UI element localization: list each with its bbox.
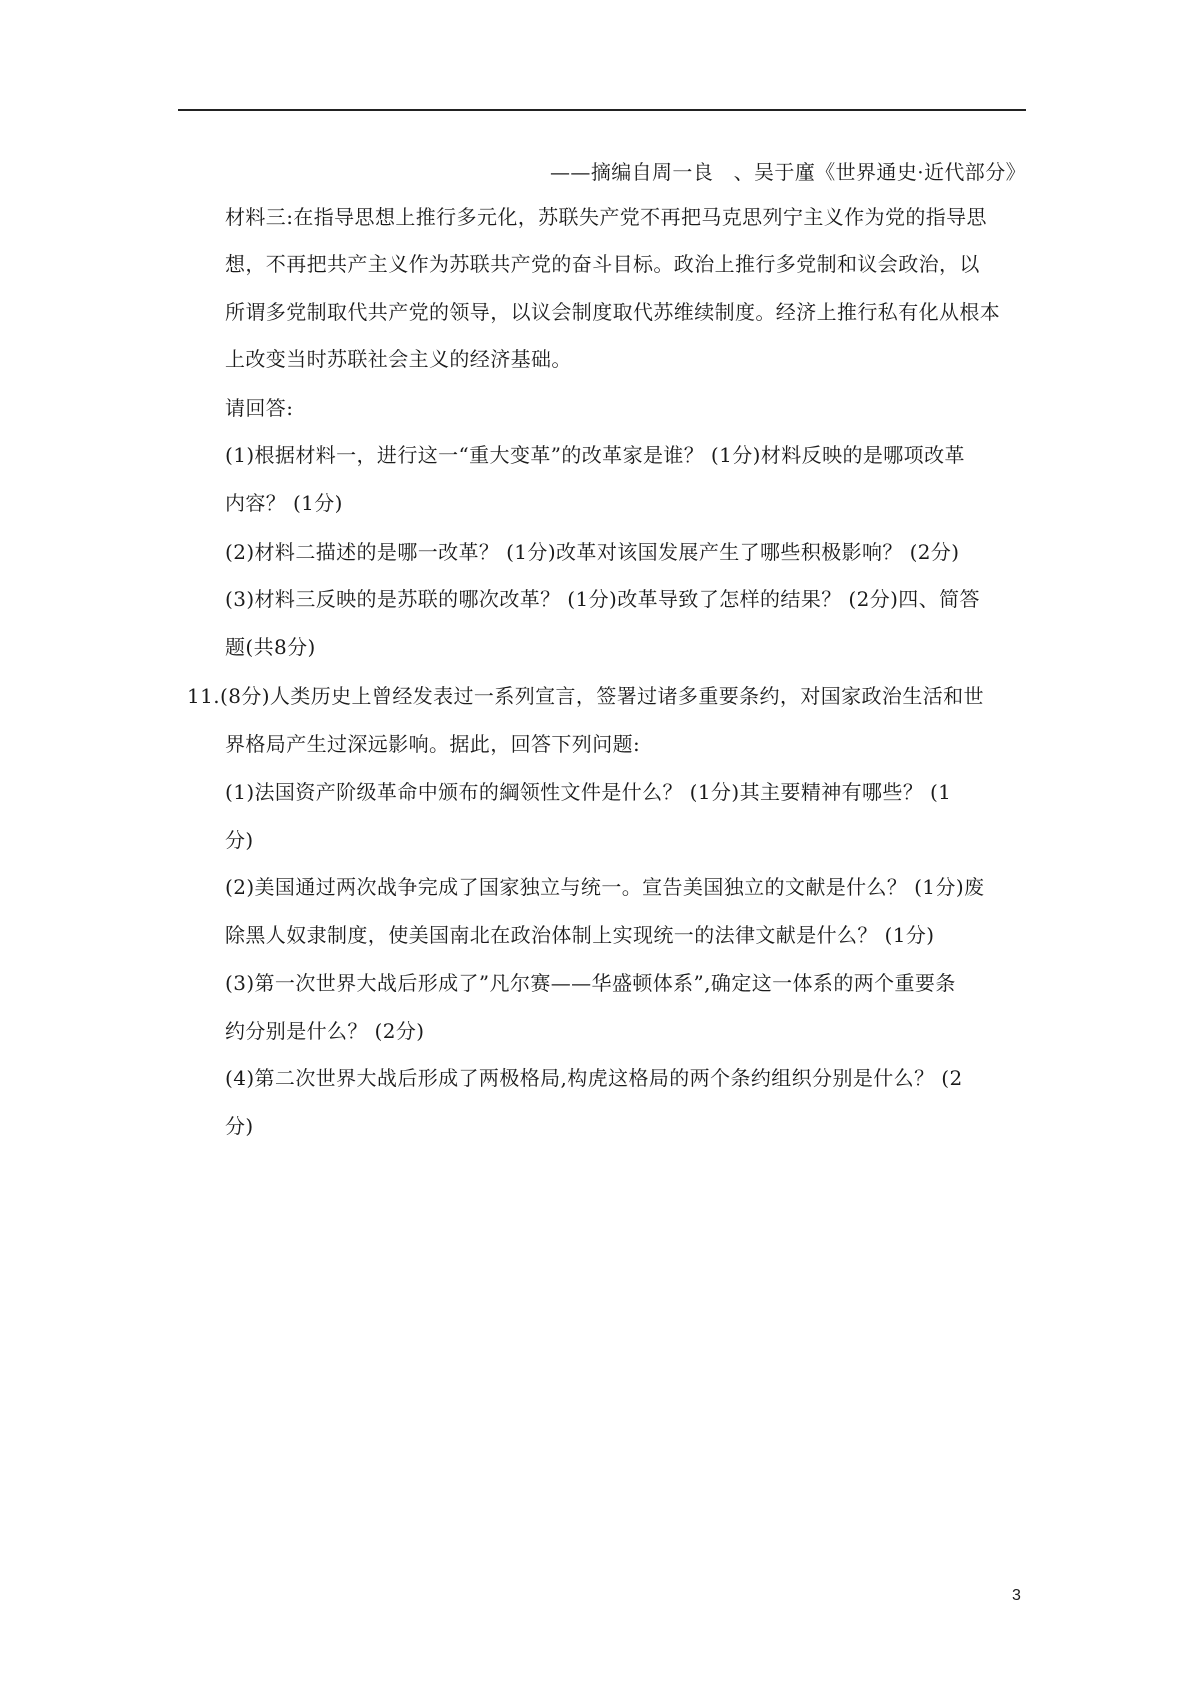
q11-sub3-line-1: (3)第一次世界大战后形成了”凡尔赛——华盛顿体系”,确定这一体系的两个重要条 xyxy=(225,971,956,995)
q11-sub1-line-1: (1)法国资产阶级革命中颁布的綱领性文件是什么？ (1分)其主要精神有哪些？ (1 xyxy=(225,780,952,804)
q10-sub3-line-2: 题(共8分) xyxy=(225,635,316,659)
answer-prompt: 请回答: xyxy=(225,396,294,420)
q11-line-1: 11.(8分)人类历史上曾经发表过一系列宣言，签署过诸多重要条约，对国家政治生活和世 xyxy=(187,684,984,708)
q11-sub2-line-2: 除黑人奴隶制度，使美国南北在政治体制上实现统一的法律文献是什么？ (1分) xyxy=(225,923,935,947)
page-number: 3 xyxy=(1012,1587,1021,1604)
q10-sub3-line-1: (3)材料三反映的是苏联的哪次改革？ (1分)改革导致了怎样的结果？ (2分)四、简答 xyxy=(225,587,980,611)
material3-line-4: 上改变当时苏联社会主义的经济基础。 xyxy=(225,347,572,371)
header-rule xyxy=(178,109,1026,111)
material3-line-1: 材料三:在指导思想上推行多元化，苏联失产党不再把马克思列宁主义作为党的指导思 xyxy=(225,205,987,229)
q11-sub2-line-1: (2)美国通过两次战争完成了国家独立与统一。宣告美国独立的文献是什么？ (1分)废 xyxy=(225,875,985,899)
q10-sub1-line-2: 内容？ (1分) xyxy=(225,491,343,515)
q10-sub2: (2)材料二描述的是哪一改革？ (1分)改革对该国发展产生了哪些积极影响？ (2分) xyxy=(225,540,960,564)
q11-sub3-line-2: 约分别是什么？ (2分) xyxy=(225,1019,425,1043)
q10-sub1-line-1: (1)根据材料一，进行这一“重大变革”的改革家是谁？ (1分)材料反映的是哪项改革 xyxy=(225,443,965,467)
source-citation: ——摘编自周一良 、吴于廑《世界通史·近代部分》 xyxy=(550,160,1026,184)
q11-sub1-line-2: 分) xyxy=(225,828,254,852)
material3-line-3: 所谓多党制取代共产党的领导，以议会制度取代苏维续制度。经济上推行私有化从根本 xyxy=(225,300,1001,324)
q11-sub4-line-2: 分) xyxy=(225,1114,254,1138)
material3-line-2: 想，不再把共产主义作为苏联共产党的奋斗目标。政治上推行多党制和议会政治，以 xyxy=(225,252,980,276)
q11-line-2: 界格局产生过深远影响。据此，回答下列问题: xyxy=(225,732,641,756)
q11-sub4-line-1: (4)第二次世界大战后形成了两极格局,构虎这格局的两个条约组织分别是什么？ (2 xyxy=(225,1066,963,1090)
